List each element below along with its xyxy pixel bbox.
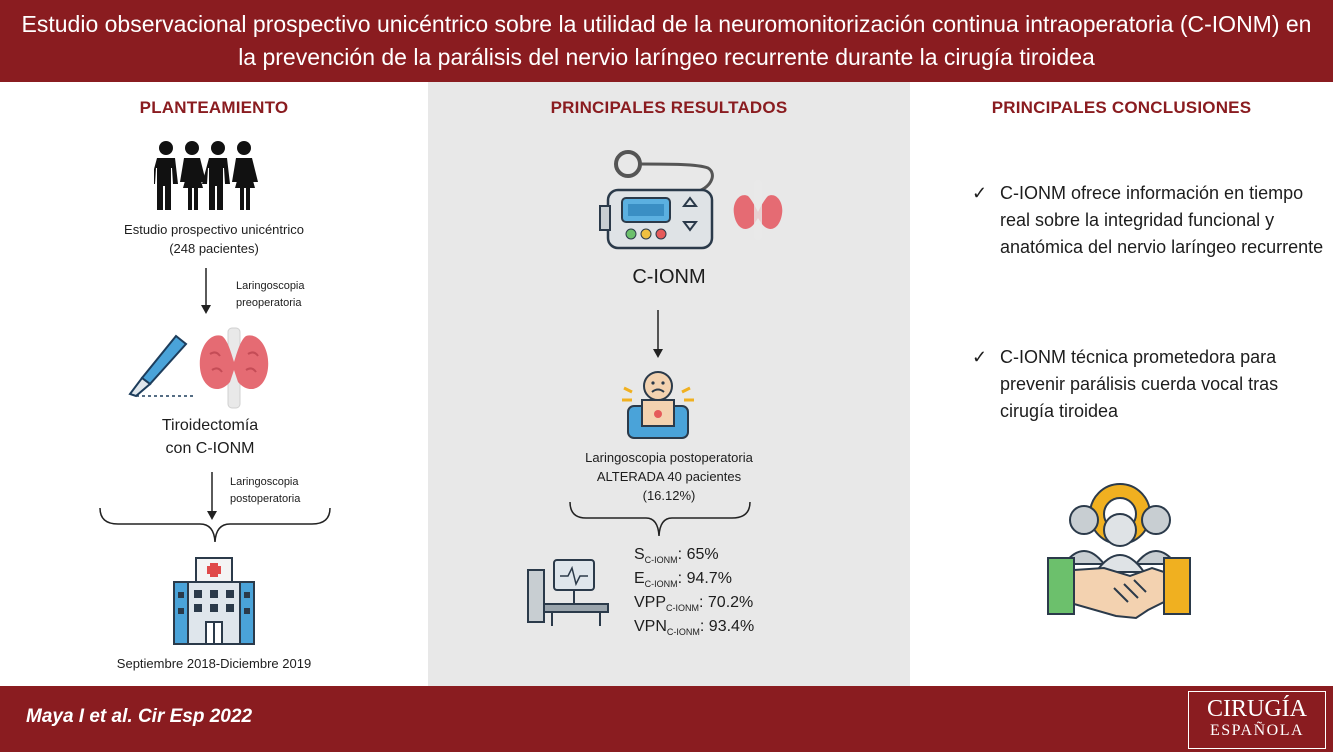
study-line2: (248 pacientes)	[169, 241, 259, 256]
approach-heading: PLANTEAMIENTO	[139, 98, 289, 117]
surgery-label	[110, 414, 310, 460]
header-banner	[0, 0, 1333, 82]
journal-logo	[1188, 691, 1326, 749]
stat-ppv: $VPP_{C-IONM}$: 70.2%	[634, 594, 754, 613]
postop-line2: postoperatoria	[230, 493, 301, 505]
scalpel-icon	[126, 332, 196, 402]
result-line1: Laringoscopia postoperatoria	[585, 450, 753, 465]
brace-divider	[98, 506, 332, 546]
medical-equipment-icon	[524, 558, 616, 630]
stat-npv: $VPN_{C-IONM}$: 93.4%	[634, 618, 755, 637]
result-line2: ALTERADA 40 pacientes	[596, 469, 742, 484]
checkmark-icon: ✓	[972, 183, 988, 203]
conclusion-item	[972, 344, 1330, 425]
neuromonitor-device-icon	[598, 148, 798, 258]
surgery-line2: con C-IONM	[165, 440, 255, 457]
postop-step	[230, 474, 350, 508]
approach-column	[0, 82, 428, 686]
stat-sensitivity: $S_{C-IONM}$: 65%	[634, 546, 719, 565]
study-period: Septiembre 2018-Diciembre 2019	[116, 656, 312, 671]
logo-line1: CIRUGÍA	[1207, 696, 1307, 722]
preop-line2: preoperatoria	[236, 297, 302, 309]
down-arrow-icon	[198, 268, 214, 316]
postop-line1: Laringoscopia	[230, 476, 299, 488]
handshake-teamwork-icon	[1044, 480, 1194, 626]
thyroid-icon	[192, 326, 276, 410]
page-title: Estudio observacional prospectivo unicéntrico sobre la utilidad de la neuromonitorización continua intraoperatoria (C-IONM) en la prevención de la parálisis del nervio laríngeo recurrente durante la cirugía tiroidea	[21, 11, 1312, 70]
citation: Maya I et al. Cir Esp 2022	[26, 706, 253, 727]
logo-line2: ESPAÑOLA	[1209, 722, 1305, 739]
down-arrow-icon	[650, 310, 666, 360]
conclusion-text: C-IONM técnica prometedora para prevenir parálisis cuerda vocal tras cirugía tiroidea	[1000, 347, 1279, 421]
preop-line1: Laringoscopia	[236, 280, 305, 292]
brace-divider	[568, 500, 752, 540]
result-line3: (16.12%)	[642, 488, 696, 503]
results-column	[428, 82, 910, 686]
checkmark-icon: ✓	[972, 347, 988, 367]
conclusions-column	[910, 82, 1333, 686]
device-label: C-IONM	[632, 266, 706, 288]
patients-icon	[154, 140, 260, 212]
conclusion-item	[972, 180, 1330, 261]
study-description	[0, 220, 428, 258]
results-heading: PRINCIPALES RESULTADOS	[550, 98, 788, 117]
preop-step	[236, 278, 356, 312]
surgery-line1: Tiroidectomía	[161, 417, 259, 434]
stat-specificity: $E_{C-IONM}$: 94.7%	[634, 570, 732, 589]
hospital-icon	[168, 556, 260, 648]
conclusion-text: C-IONM ofrece información en tiempo real sobre la integridad funcional y anatómica del nervio laríngeo recurrente	[1000, 183, 1324, 257]
footer-bar	[0, 686, 1333, 752]
conclusions-heading: PRINCIPALES CONCLUSIONES	[991, 98, 1252, 117]
study-line1: Estudio prospectivo unicéntrico	[124, 222, 304, 237]
postop-result	[428, 448, 910, 505]
neck-pain-icon	[620, 366, 696, 442]
